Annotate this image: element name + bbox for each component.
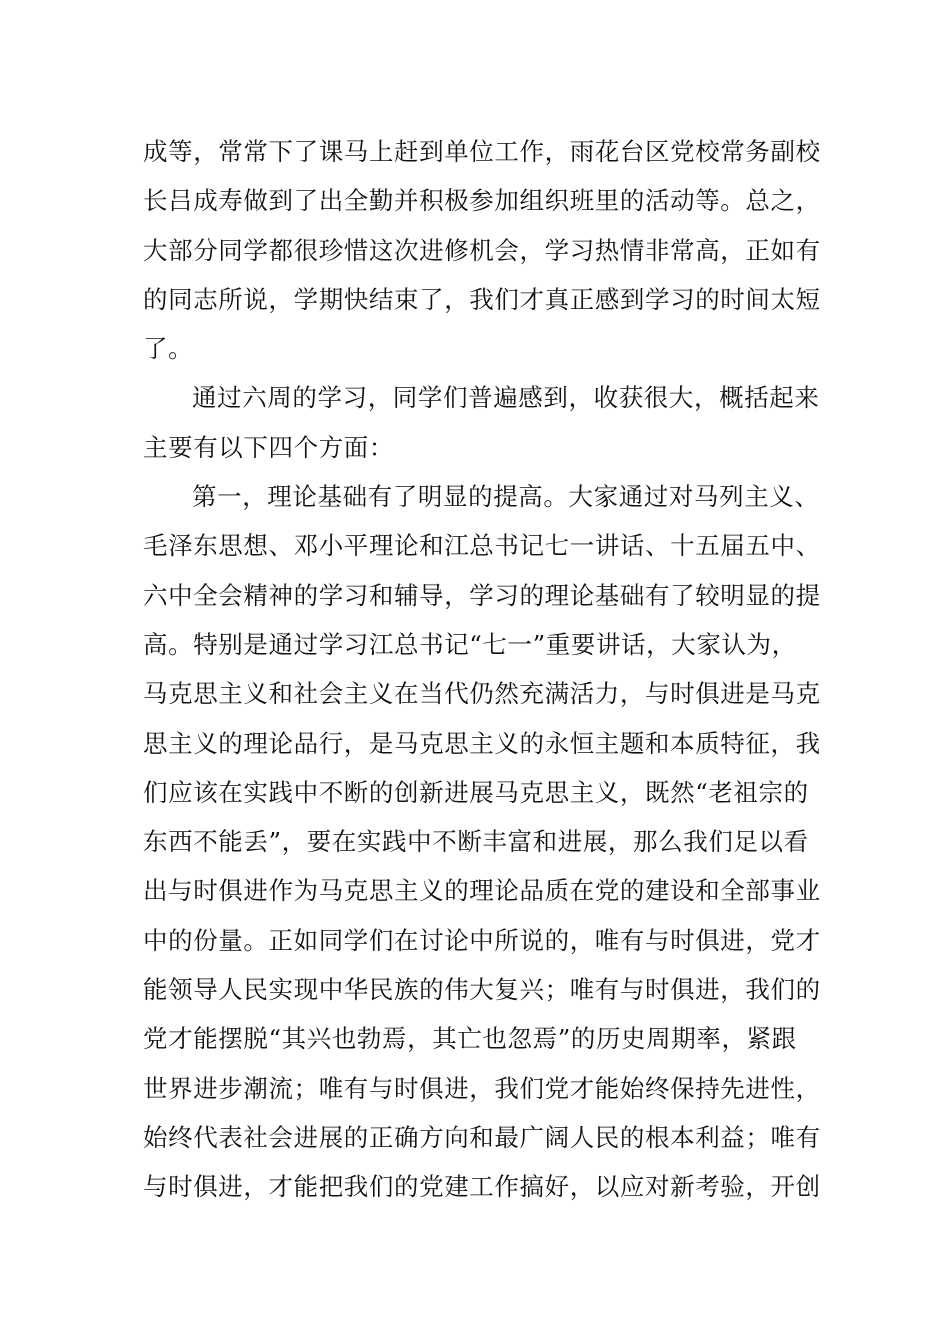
text-line: 成等，常常下了课马上赶到单位工作，雨花台区党校常务副校 <box>143 137 821 166</box>
text-line: 大部分同学都很珍惜这次进修机会，学习热情非常高，正如有 <box>143 235 821 265</box>
text-line: 党才能摆脱“其兴也勃焉，其亡也忽焉”的历史周期率，紧跟 <box>143 1024 797 1054</box>
text-line: 世界进步潮流；唯有与时俱进，我们党才能始终保持先进性， <box>143 1073 821 1103</box>
text-line: 能领导人民实现中华民族的伟大复兴；唯有与时俱进，我们的 <box>143 975 821 1005</box>
text-line: 通过六周的学习，同学们普遍感到，收获很大，概括起来 <box>192 383 820 413</box>
text-line: 与时俱进，才能把我们的党建工作搞好，以应对新考验，开创 <box>143 1172 821 1202</box>
text-line: 主要有以下四个方面： <box>143 432 394 462</box>
document-body-text <box>143 127 821 1212</box>
text-line: 东西不能丢”，要在实践中不断丰富和进展，那么我们足以看 <box>143 827 809 857</box>
text-line: 长吕成寿做到了出全勤并积极参加组织班里的活动等。总之， <box>143 186 821 216</box>
text-line: 始终代表社会进展的正确方向和最广阔人民的根本利益；唯有 <box>143 1122 821 1152</box>
text-line: 第一，理论基础有了明显的提高。大家通过对马列主义、 <box>192 482 820 512</box>
text-line: 六中全会精神的学习和辅导，学习的理论基础有了较明显的提 <box>143 580 821 610</box>
text-line: 出与时俱进作为马克思主义的理论品质在党的建设和全部事业 <box>143 876 821 906</box>
text-line: 中的份量。正如同学们在讨论中所说的，唯有与时俱进，党才 <box>143 925 821 955</box>
text-line: 们应该在实践中不断的创新进展马克思主义，既然“老祖宗的 <box>143 777 809 807</box>
text-line: 高。特别是通过学习江总书记“七一”重要讲话，大家认为， <box>143 629 797 659</box>
text-line: 了。 <box>143 334 194 364</box>
text-line: 思主义的理论品行，是马克思主义的永恒主题和本质特征，我 <box>143 728 821 758</box>
text-line: 的同志所说，学期快结束了，我们才真正感到学习的时间太短 <box>143 284 821 314</box>
text-line: 毛泽东思想、邓小平理论和江总书记七一讲话、十五届五中、 <box>143 531 821 561</box>
text-line: 马克思主义和社会主义在当代仍然充满活力，与时俱进是马克 <box>143 679 821 709</box>
